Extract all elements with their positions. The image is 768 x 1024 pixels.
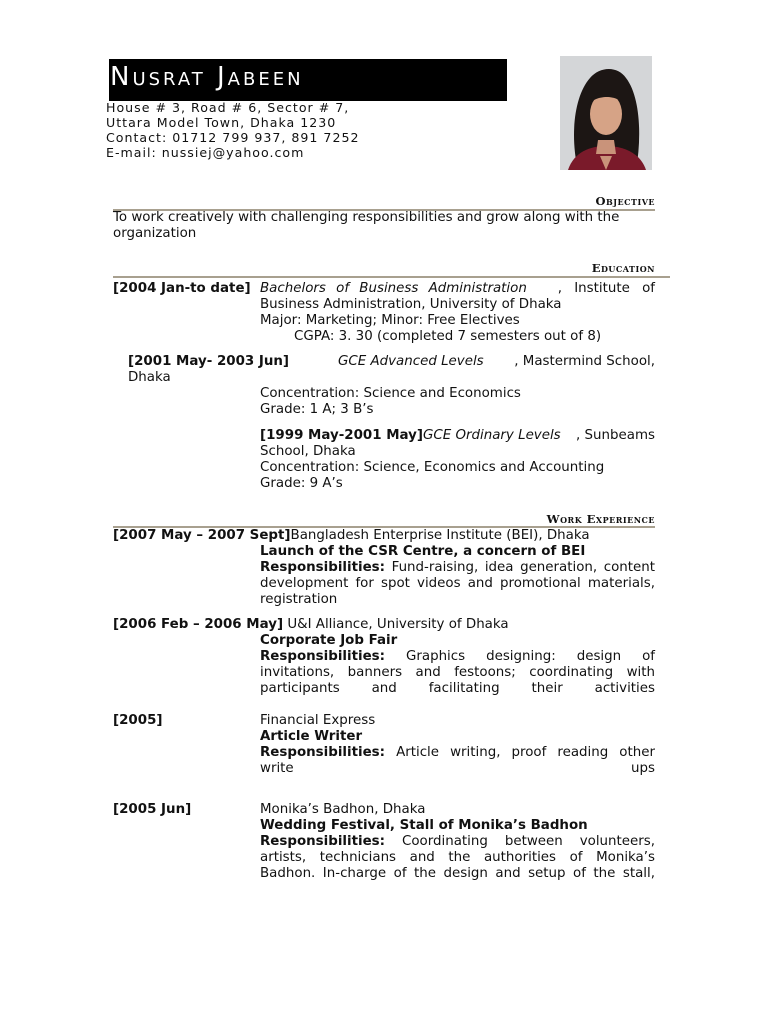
work-2-responsibilities <box>260 649 655 697</box>
education-2-line4: Grade: 1 A; 3 B’s <box>260 402 374 417</box>
contact-email: E-mail: nussiej@yahoo.com <box>106 145 305 160</box>
education-2-date: [2001 May- 2003 Jun] <box>128 354 290 369</box>
work-2-date: [2006 Feb – 2006 May] <box>113 617 284 632</box>
education-2-line3: Concentration: Science and Economics <box>260 386 521 401</box>
education-1-institute: , Institute of <box>557 281 655 296</box>
work-1-role: Launch of the CSR Centre, a concern of BEI <box>260 544 586 559</box>
work-3-resp-label: Responsibilities: <box>260 745 385 760</box>
work-1-date: [2007 May – 2007 Sept] <box>113 528 291 543</box>
work-3-org: Financial Express <box>260 713 376 728</box>
work-3-resp-text: Article writing, proof reading other write ups <box>260 745 655 776</box>
education-3-institute: , Sunbeams <box>576 428 655 443</box>
education-2-institute: , Mastermind School, <box>514 354 655 369</box>
work-3-date: [2005] <box>113 713 163 728</box>
work-4-role: Wedding Festival, Stall of Monika’s Badhon <box>260 818 588 833</box>
work-2-org: U&I Alliance, University of Dhaka <box>287 617 509 632</box>
work-1-line1 <box>113 528 590 544</box>
education-1-date: [2004 Jan-to date] <box>113 281 251 296</box>
work-1-org: Bangladesh Enterprise Institute (BEI), Dhaka <box>290 528 590 543</box>
address-line-1: House # 3, Road # 6, Sector # 7, <box>106 100 350 115</box>
education-1-cgpa: CGPA: 3. 30 (completed 7 semesters out of 8) <box>294 329 602 344</box>
objective-heading: Objective <box>595 194 655 208</box>
work-2-resp-text: Graphics designing: design of invitations, banners and festoons; coordinating with participants and facilitating their activities <box>260 649 656 696</box>
work-2-resp-label: Responsibilities: <box>260 649 385 664</box>
work-2-line1 <box>113 617 509 633</box>
education-1-degree-line <box>260 281 655 297</box>
work-1-resp-label: Responsibilities: <box>260 560 385 575</box>
work-4-resp-label: Responsibilities: <box>260 834 385 849</box>
education-3-line1 <box>260 428 655 444</box>
education-3-line2: School, Dhaka <box>260 444 356 459</box>
education-heading: Education <box>591 261 655 275</box>
contact-phone: Contact: 01712 799 937, 891 7252 <box>106 130 360 145</box>
address-line-2: Uttara Model Town, Dhaka 1230 <box>106 115 337 130</box>
education-3-degree: GCE Ordinary Levels <box>423 428 561 443</box>
education-1-degree: Bachelors of Business Administration <box>260 281 527 296</box>
education-3-line3: Concentration: Science, Economics and Accounting <box>260 460 605 475</box>
education-3-date: [1999 May-2001 May] <box>260 428 424 443</box>
candidate-name: Nusrat Jabeen <box>110 62 304 92</box>
work-4-date: [2005 Jun] <box>113 802 192 817</box>
work-heading: Work Experience <box>546 512 655 526</box>
work-3-role: Article Writer <box>260 729 363 744</box>
education-3-line4: Grade: 9 A’s <box>260 476 343 491</box>
education-1-line2: Business Administration, University of Dhaka <box>260 297 562 312</box>
work-1-responsibilities <box>260 560 655 608</box>
education-2-degree-line <box>338 354 655 370</box>
education-2-degree: GCE Advanced Levels <box>338 354 484 369</box>
work-4-org: Monika’s Badhon, Dhaka <box>260 802 426 817</box>
education-2-line2: Dhaka <box>128 370 171 385</box>
education-1-line3: Major: Marketing; Minor: Free Electives <box>260 313 520 328</box>
work-4-responsibilities <box>260 834 655 882</box>
work-1-resp-text: Fund-raising, idea generation, content development for spot videos and promotional materials, registration <box>260 560 655 607</box>
work-3-responsibilities <box>260 745 655 777</box>
profile-photo <box>560 56 652 170</box>
work-4-resp-text: Coordinating between volunteers, artists, technicians and the authorities of Monika’s Badhon. In-charge of the design and setup of the stall, <box>260 834 655 881</box>
objective-text-2: organization <box>113 226 197 241</box>
work-2-role: Corporate Job Fair <box>260 633 398 648</box>
education-rule <box>113 276 670 278</box>
objective-text-1: To work creatively with challenging responsibilities and grow along with the <box>113 210 620 225</box>
